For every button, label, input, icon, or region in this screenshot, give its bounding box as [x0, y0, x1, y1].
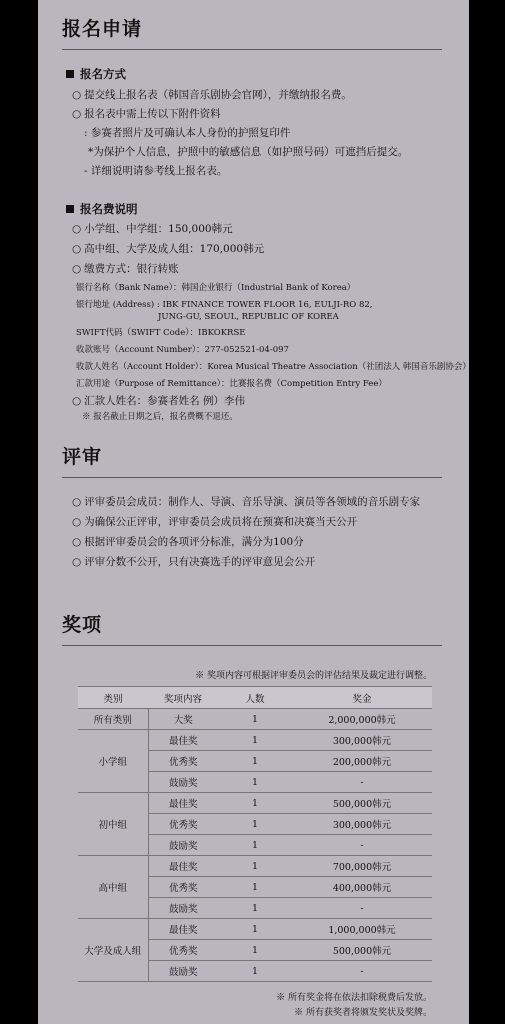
prize-cell: 1,000,000韩元 — [292, 919, 432, 940]
method-item-text: 提交线上报名表（韩国音乐剧协会官网），并缴纳报名费。 — [84, 89, 352, 101]
method-item-text: 报名表中需上传以下附件资料 — [84, 108, 221, 120]
fee-item — [72, 222, 233, 236]
bank-name: 银行名称（Bank Name）：韩国企业银行（Industrial Bank of Korea） — [76, 283, 356, 293]
award-cell: 优秀奖 — [148, 751, 218, 772]
count-cell: 1 — [218, 709, 292, 730]
award-cell: 优秀奖 — [148, 877, 218, 898]
circle-bullet-icon: ○ — [72, 395, 82, 407]
circle-bullet-icon: ○ — [72, 243, 82, 255]
category-cell: 初中组 — [78, 793, 148, 856]
judging-item — [72, 495, 420, 509]
award-cell: 大奖 — [148, 709, 218, 730]
circle-bullet-icon: ○ — [72, 496, 82, 508]
prize-cell: 700,000韩元 — [292, 856, 432, 877]
remittance-purpose: 汇款用途（Purpose of Remittance）：比赛报名费（Competition Entry Fee） — [76, 379, 387, 389]
document-page — [38, 0, 469, 1024]
count-cell: 1 — [218, 835, 292, 856]
header-award: 奖项内容 — [148, 687, 218, 709]
fee-title: 报名费说明 — [80, 202, 138, 216]
judging-item — [72, 515, 357, 529]
award-cell: 鼓励奖 — [148, 898, 218, 919]
judging-item — [72, 555, 315, 569]
table-row — [78, 919, 432, 940]
square-bullet-icon — [66, 70, 74, 78]
fee-item-text: 缴费方式：银行转账 — [84, 263, 179, 275]
count-cell: 1 — [218, 730, 292, 751]
prize-cell: - — [292, 772, 432, 793]
count-cell: 1 — [218, 898, 292, 919]
attachment-line: : 参赛者照片及可确认本人身份的护照复印件 — [84, 127, 291, 139]
prize-cell: 200,000韩元 — [292, 751, 432, 772]
account-holder: 收款人姓名（Account Holder）：Korea Musical Theatre Association（社团法人 韩国音乐剧协会） — [76, 362, 471, 372]
circle-bullet-icon: ○ — [72, 556, 82, 568]
category-cell: 大学及成人组 — [78, 919, 148, 982]
swift-code: SWIFT代码（SWIFT Code）：IBKOKRSE — [76, 328, 246, 338]
award-cell: 最佳奖 — [148, 919, 218, 940]
judging-item-text: 根据评审委员会的各项评分标准，满分为100分 — [84, 536, 304, 548]
award-cell: 最佳奖 — [148, 730, 218, 751]
category-cell: 所有类别 — [78, 709, 148, 730]
circle-bullet-icon: ○ — [72, 108, 82, 120]
table-row — [78, 856, 432, 877]
remitter-text: 汇款人姓名：参赛者姓名 例）李伟 — [84, 395, 246, 407]
account-number: 收款账号（Account Number）：277-052521-04-097 — [76, 345, 289, 355]
section-title-judging: 评审 — [62, 446, 103, 468]
count-cell: 1 — [218, 856, 292, 877]
deadline-note: ※ 报名截止日期之后，报名费概不退还。 — [82, 412, 238, 422]
prize-cell: - — [292, 835, 432, 856]
bank-address: 银行地址 (Address) : IBK FINANCE TOWER FLOOR 16, EULJI-RO 82, — [76, 300, 373, 310]
fee-item-text: 小学组、中学组：150,000韩元 — [84, 223, 233, 235]
section-divider — [62, 645, 442, 646]
detail-note: - 详细说明请参考线上报名表。 — [84, 165, 228, 177]
judging-item-text: 为确保公正评审，评审委员会成员将在预赛和决赛当天公开 — [84, 516, 358, 528]
circle-bullet-icon: ○ — [72, 223, 82, 235]
count-cell: 1 — [218, 772, 292, 793]
table-row — [78, 709, 432, 730]
subsection-method — [66, 67, 126, 81]
bank-address-cont: JUNG-GU, SEOUL, REPUBLIC OF KOREA — [158, 312, 339, 322]
judging-item-text: 评审分数不公开，只有决赛选手的评审意见会公开 — [84, 556, 316, 568]
section-title-registration: 报名申请 — [62, 18, 143, 40]
awards-top-note: ※ 奖项内容可根据评审委员会的评估结果及裁定进行调整。 — [195, 671, 432, 681]
award-cell: 鼓励奖 — [148, 835, 218, 856]
prize-cell: 300,000韩元 — [292, 814, 432, 835]
table-row — [78, 730, 432, 751]
award-cell: 鼓励奖 — [148, 961, 218, 982]
count-cell: 1 — [218, 814, 292, 835]
method-item — [72, 88, 352, 102]
count-cell: 1 — [218, 940, 292, 961]
judging-item-text: 评审委员会成员：制作人、导演、音乐导演、演员等各领域的音乐剧专家 — [84, 496, 421, 508]
award-cell: 优秀奖 — [148, 814, 218, 835]
count-cell: 1 — [218, 919, 292, 940]
awards-bottom-note: ※ 所有获奖者将颁发奖状及奖牌。 — [294, 1008, 432, 1018]
method-title: 报名方式 — [80, 67, 126, 81]
table-row — [78, 793, 432, 814]
fee-item — [72, 262, 179, 276]
header-category: 类别 — [78, 687, 148, 709]
remitter-name — [72, 394, 245, 408]
privacy-note: *为保护个人信息，护照中的敏感信息（如护照号码）可遮挡后提交。 — [88, 146, 409, 158]
prize-cell: 400,000韩元 — [292, 877, 432, 898]
section-divider — [62, 49, 442, 50]
count-cell: 1 — [218, 961, 292, 982]
prize-cell: - — [292, 961, 432, 982]
table-header-row — [78, 687, 432, 709]
award-cell: 最佳奖 — [148, 793, 218, 814]
circle-bullet-icon: ○ — [72, 516, 82, 528]
count-cell: 1 — [218, 877, 292, 898]
category-cell: 小学组 — [78, 730, 148, 793]
section-divider — [62, 477, 442, 478]
judging-item — [72, 535, 304, 549]
count-cell: 1 — [218, 751, 292, 772]
circle-bullet-icon: ○ — [72, 89, 82, 101]
award-cell: 最佳奖 — [148, 856, 218, 877]
prize-cell: 2,000,000韩元 — [292, 709, 432, 730]
circle-bullet-icon: ○ — [72, 536, 82, 548]
prize-cell: - — [292, 898, 432, 919]
award-cell: 优秀奖 — [148, 940, 218, 961]
square-bullet-icon — [66, 205, 74, 213]
fee-item — [72, 242, 264, 256]
category-cell: 高中组 — [78, 856, 148, 919]
prize-cell: 500,000韩元 — [292, 793, 432, 814]
count-cell: 1 — [218, 793, 292, 814]
circle-bullet-icon: ○ — [72, 263, 82, 275]
award-cell: 鼓励奖 — [148, 772, 218, 793]
subsection-fee — [66, 202, 138, 216]
prize-cell: 500,000韩元 — [292, 940, 432, 961]
method-item — [72, 107, 221, 121]
awards-bottom-note: ※ 所有奖金将在依法扣除税费后发放。 — [276, 993, 432, 1003]
header-count: 人数 — [218, 687, 292, 709]
section-title-awards: 奖项 — [62, 614, 103, 636]
fee-item-text: 高中组、大学及成人组：170,000韩元 — [84, 243, 265, 255]
header-prize: 奖金 — [292, 687, 432, 709]
awards-table — [78, 686, 432, 982]
prize-cell: 300,000韩元 — [292, 730, 432, 751]
